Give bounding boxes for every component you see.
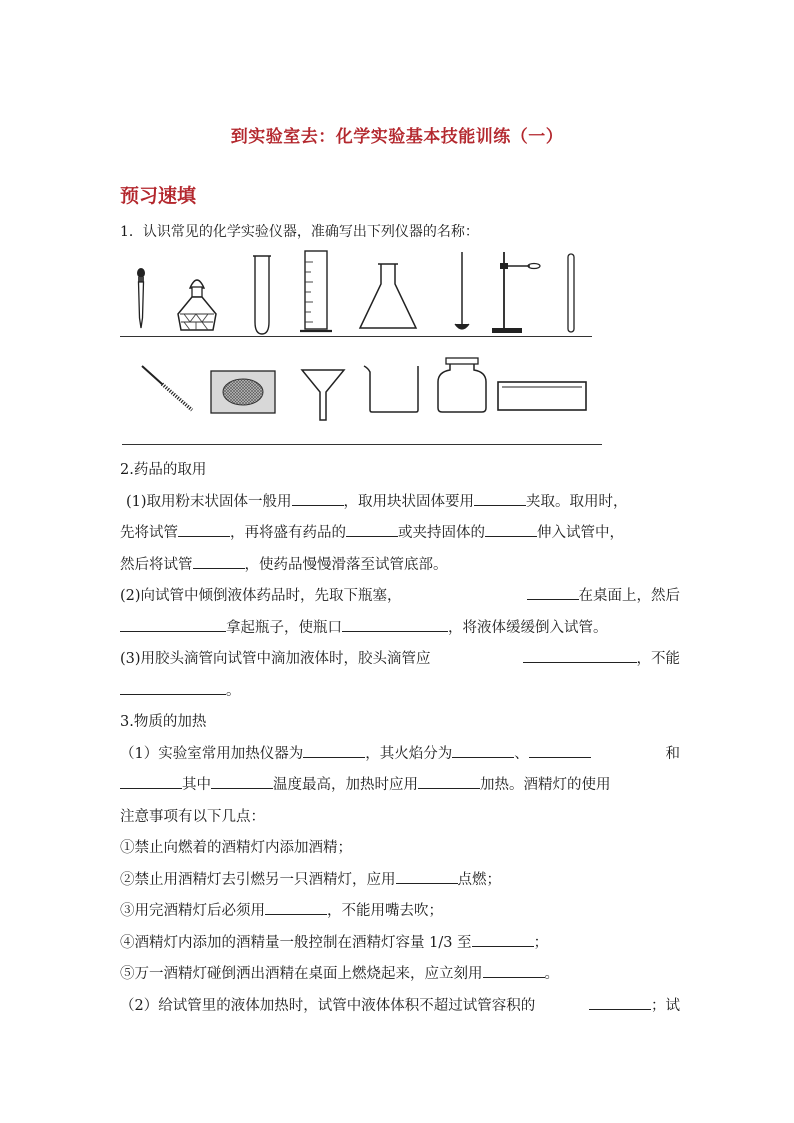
water-trough-icon: [496, 380, 590, 414]
q2-1-line-3: 然后将试管 ，使药品慢慢滑落至试管底部。: [120, 550, 680, 582]
blank[interactable]: [342, 614, 448, 632]
graduated-cylinder-icon: [298, 248, 334, 338]
blank[interactable]: [178, 519, 230, 537]
page-title: 到实验室去：化学实验基本技能训练（一）: [230, 127, 564, 147]
q3-2-line-1: （2）给试管里的液体加热时，试管中液体体积不超过试管容积的 ；试: [120, 991, 680, 1023]
note-1: ①禁止向燃着的酒精灯内添加酒精；: [120, 840, 352, 856]
reagent-bottle-icon: [434, 356, 490, 416]
conical-flask-icon: [356, 260, 420, 336]
note-4: ④酒精灯内添加的酒精量一般控制在酒精灯容量 1/3 至 ；: [120, 928, 680, 960]
alcohol-lamp-icon: [172, 270, 222, 336]
section-heading: 预习速填: [120, 185, 197, 207]
question-3-heading: 3.物质的加热: [120, 714, 207, 730]
q2-2-line-1: (2)向试管中倾倒液体药品时，先取下瓶塞， 在桌面上，然后: [120, 581, 680, 613]
blank[interactable]: [589, 992, 651, 1010]
q3-1-line-1: （1）实验室常用加热仪器为 ，其火焰分为 、 和: [120, 739, 680, 771]
note-3: ③用完酒精灯后必须用 ，不能用嘴去吹；: [120, 896, 680, 928]
blank[interactable]: [523, 645, 637, 663]
blank[interactable]: [292, 488, 344, 506]
instrument-row-1: [120, 246, 680, 338]
q3-1-line-3: 注意事项有以下几点：: [120, 808, 265, 825]
blank[interactable]: [483, 960, 545, 978]
blank[interactable]: [265, 897, 327, 915]
q3-1-line-2: 其中 温度最高，加热时应用 加热。酒精灯的使用: [120, 770, 680, 802]
question-1-prompt: 1．认识常见的化学实验仪器，准确写出下列仪器的名称：: [120, 224, 479, 240]
test-tube-brush-icon: [138, 362, 198, 414]
funnel-icon: [300, 366, 346, 424]
note-2: ②禁止用酒精灯去引燃另一只酒精灯，应用 点燃；: [120, 865, 680, 897]
q2-3-line-2: 。: [120, 676, 680, 708]
instrument-row-2: [120, 356, 680, 424]
beaker-icon: [360, 362, 426, 416]
blank[interactable]: [396, 866, 458, 884]
blank[interactable]: [193, 551, 245, 569]
blank[interactable]: [120, 614, 226, 632]
blank[interactable]: [527, 582, 579, 600]
q2-3-line-1: (3)用胶头滴管向试管中滴加液体时，胶头滴管应 ，不能: [120, 644, 680, 676]
question-2: [120, 455, 680, 1022]
blank[interactable]: [474, 488, 526, 506]
answer-line-row-2[interactable]: [122, 444, 602, 445]
iron-stand-icon: [490, 250, 546, 336]
combustion-spoon-icon: [446, 250, 472, 336]
note-5: ⑤万一酒精灯碰倒洒出酒精在桌面上燃烧起来，应立刻用 。: [120, 959, 680, 991]
blank[interactable]: [452, 740, 514, 758]
blank[interactable]: [485, 519, 537, 537]
blank[interactable]: [346, 519, 398, 537]
glass-rod-icon: [564, 252, 578, 336]
test-tube-icon: [250, 252, 274, 338]
answer-line-row-1[interactable]: [120, 336, 592, 337]
wire-gauze-icon: [210, 370, 276, 414]
question-2-heading: 2.药品的取用: [120, 462, 207, 478]
blank[interactable]: [418, 771, 480, 789]
q2-1-line-2: 先将试管 ，再将盛有药品的 或夹持固体的 伸入试管中，: [120, 518, 680, 550]
q2-1-line-1: (1)取用粉末状固体一般用 ，取用块状固体要用 夹取。取用时，: [120, 487, 680, 519]
q2-2-line-2: 拿起瓶子，使瓶口 ，将液体缓缓倒入试管。: [120, 613, 680, 645]
blank[interactable]: [529, 740, 591, 758]
blank[interactable]: [120, 677, 226, 695]
dropper-icon: [130, 266, 152, 336]
blank[interactable]: [211, 771, 273, 789]
blank[interactable]: [472, 929, 534, 947]
blank[interactable]: [303, 740, 365, 758]
blank[interactable]: [120, 771, 182, 789]
